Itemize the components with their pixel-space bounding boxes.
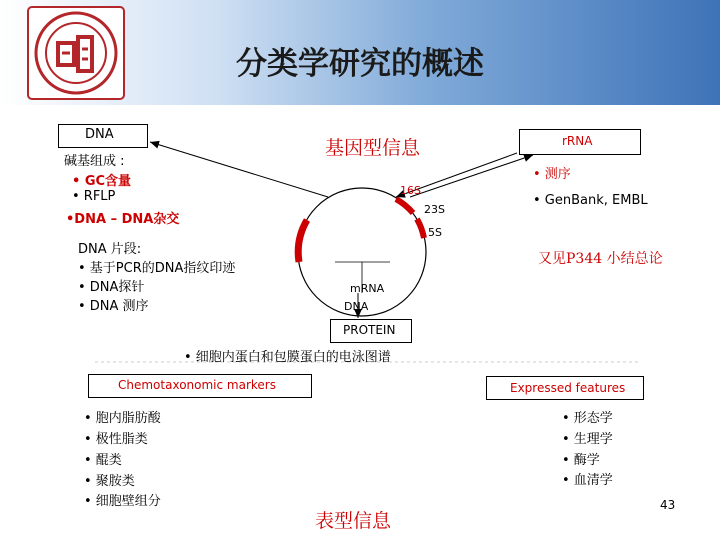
fragment-pcr: • 基于PCR的DNA指纹印迹 [78, 261, 236, 276]
phenotype-heading: 表型信息 [315, 510, 392, 532]
chemo-item-2: • 极性脂类 [84, 432, 148, 447]
chemo-item-4: • 聚胺类 [84, 474, 135, 489]
dna-line-composition: 碱基组成 : [64, 154, 125, 169]
rrna-box-label: rRNA [562, 134, 593, 148]
protein-note: • 细胞内蛋白和包膜蛋白的电泳图谱 [184, 350, 391, 365]
expressed-item-4: • 血清学 [562, 473, 613, 488]
expressed-label: Expressed features [510, 381, 626, 395]
label-5s: 5S [428, 226, 442, 239]
rrna-line-db: • GenBank, EMBL [533, 193, 648, 208]
arrow-to-dna [150, 142, 328, 197]
arrow-to-rrna [410, 155, 533, 197]
dna-region-segment [298, 220, 307, 262]
chemo-item-3: • 醌类 [84, 453, 122, 468]
dna-line-hybrid: •DNA – DNA杂交 [66, 212, 180, 227]
label-mrna: mRNA [350, 282, 385, 295]
rrna-23s-segment [417, 219, 424, 238]
protein-label: PROTEIN [343, 323, 396, 337]
rrna-16s-segment [396, 199, 413, 213]
dna-line-gc: • GC含量 [72, 174, 132, 189]
page-number: 43 [660, 498, 676, 512]
chemo-item-5: • 细胞壁组分 [84, 494, 161, 509]
chemotaxonomic-label: Chemotaxonomic markers [118, 378, 276, 392]
see-also-note: 又见P344 小结总论 [538, 251, 663, 267]
fragment-probe: • DNA探针 [78, 280, 145, 295]
dna-box-label: DNA [85, 127, 114, 142]
dna-line-rflp: • RFLP [72, 189, 116, 204]
label-dna: DNA [344, 300, 369, 313]
expressed-item-1: • 形态学 [562, 411, 613, 426]
page-title: 分类学研究的概述 [236, 46, 484, 82]
label-16s: 16S [400, 184, 421, 197]
rrna-line-seq: • 测序 [533, 167, 571, 182]
fragment-heading: DNA 片段: [78, 242, 142, 257]
label-23s: 23S [424, 203, 445, 216]
fragment-seq: • DNA 测序 [78, 299, 149, 314]
expressed-item-3: • 酶学 [562, 453, 600, 468]
genotype-heading: 基因型信息 [325, 137, 421, 159]
chemo-item-1: • 胞内脂肪酸 [84, 411, 161, 426]
expressed-item-2: • 生理学 [562, 432, 613, 447]
